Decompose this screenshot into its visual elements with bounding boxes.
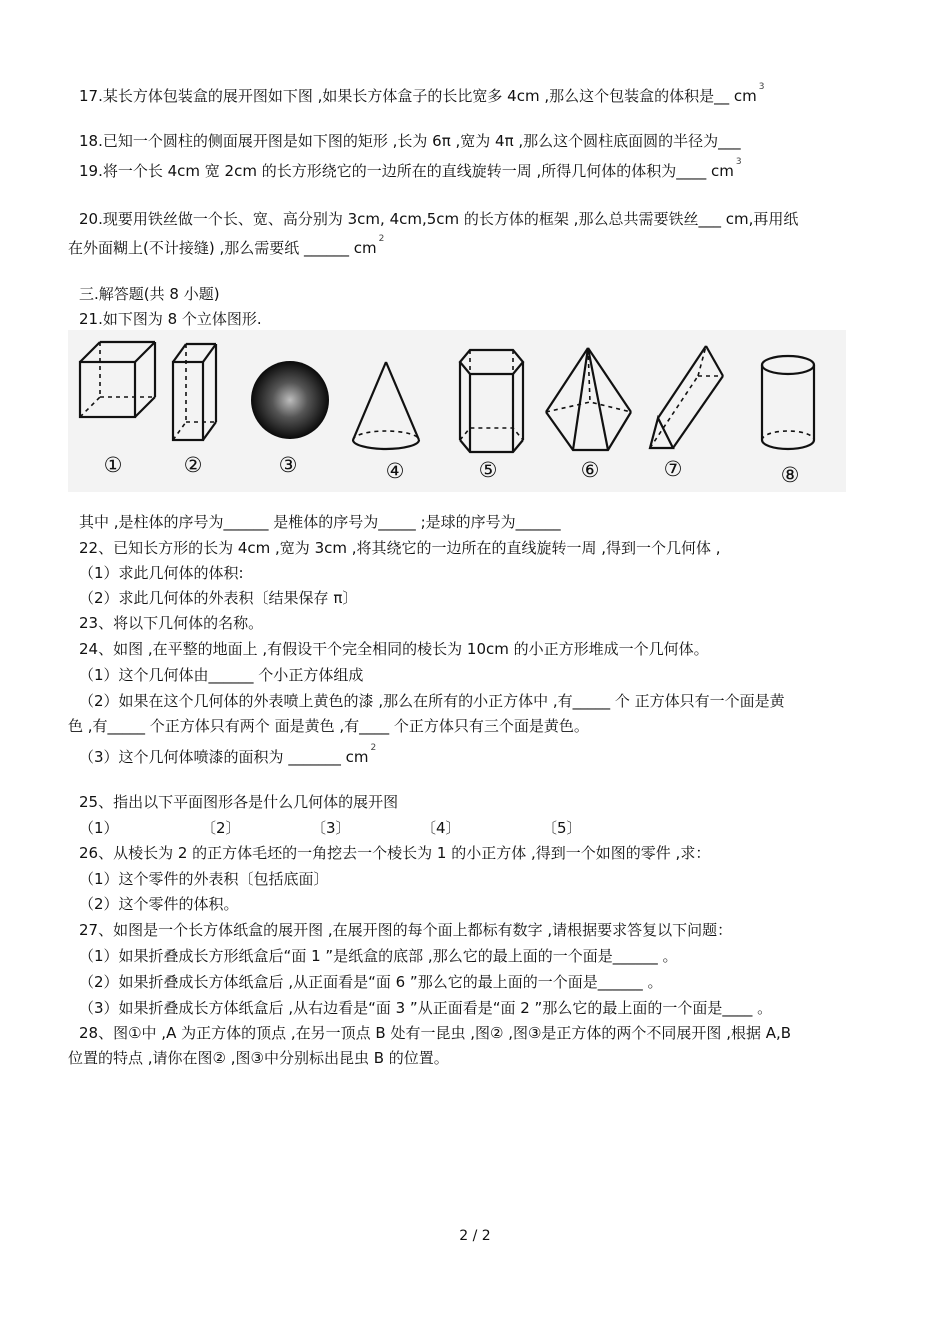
- question-26-part2: （2）这个零件的体积。: [79, 895, 239, 913]
- question-22-part2: （2）求此几何体的外表积〔结果保存 π〕: [79, 589, 358, 607]
- question-25-label-2: 〔2〕: [201, 819, 241, 837]
- question-28-line2: 位置的特点 ,请你在图② ,图③中分别标出昆虫 B 的位置。: [68, 1049, 449, 1067]
- figure-label: ⑧: [780, 463, 800, 487]
- page-number: 2 / 2: [459, 1228, 491, 1244]
- question-26-intro: 26、从棱长为 2 的正方体毛坯的一角挖去一个棱长为 1 的小正方体 ,得到一个如图的零件 ,求：: [79, 844, 711, 862]
- question-21-intro: 21.如下图为 8 个立体图形.: [79, 310, 262, 328]
- question-27-part1: （1）如果折叠成长方形纸盒后“面 1 ”是纸盒的底部 ,那么它的最上面的一个面是______ 。: [79, 947, 678, 965]
- question-24-part2b: 色 ,有_____ 个正方体只有两个 面是黄色 ,有____ 个正方体只有三个面是黄色。: [68, 717, 589, 735]
- question-22-part1: （1）求此几何体的体积:: [79, 564, 244, 582]
- question-20-line2: 在外面糊上(不计接缝) ,那么需要纸 ______ cm $^2$: [68, 234, 385, 257]
- figure-label: ④: [385, 459, 405, 483]
- question-27-part3: （3）如果折叠成长方体纸盒后 ,从右边看是“面 3 ”从正面看是“面 2 ”那么它的最上面的一个面是____ 。: [79, 999, 773, 1017]
- question-24-part3: （3）这个几何体喷漆的面积为 _______ cm $^2$: [79, 743, 377, 766]
- figure-label: ⑦: [663, 457, 683, 481]
- figure-label: ③: [278, 453, 298, 477]
- question-22-intro: 22、已知长方形的长为 4cm ,宽为 3cm ,将其绕它的一边所在的直线旋转一周 ,得到一个几何体 ,: [79, 539, 721, 557]
- question-21-answer: 其中 ,是柱体的序号为______ 是椎体的序号为_____ ;是球的序号为______: [79, 513, 561, 531]
- question-25-intro: 25、指出以下平面图形各是什么几何体的展开图: [79, 793, 399, 811]
- question-27-part2: （2）如果折叠成长方体纸盒后 ,从正面看是“面 6 ”那么它的最上面的一个面是______ 。: [79, 973, 663, 991]
- question-18: 18.已知一个圆柱的侧面展开图是如下图的矩形 ,长为 6π ,宽为 4π ,那么这个圆柱底面圆的半径为___: [79, 132, 741, 150]
- sphere-figure: [251, 361, 329, 439]
- solid-figures-image: [68, 330, 846, 492]
- figure-label: ①: [103, 453, 123, 477]
- question-19: 19.将一个长 4cm 宽 2cm 的长方形绕它的一边所在的直线旋转一周 ,所得几何体的体积为____ cm $^3$: [79, 157, 742, 180]
- question-26-part1: （1）这个零件的外表积〔包括底面〕: [79, 870, 329, 888]
- question-25-label-4: 〔4〕: [421, 819, 461, 837]
- question-24-part2a: （2）如果在这个几何体的外表喷上黄色的漆 ,那么在所有的小正方体中 ,有_____ 个 正方体只有一个面是黄: [79, 692, 785, 710]
- figure-label: ②: [183, 453, 203, 477]
- question-24-intro: 24、如图 ,在平整的地面上 ,有假设干个完全相同的棱长为 10cm 的小正方形堆成一个几何体。: [79, 640, 709, 658]
- question-28-line1: 28、图①中 ,A 为正方体的顶点 ,在另一顶点 B 处有一昆虫 ,图② ,图③是正方体的两个不同展开图 ,根据 A,B: [79, 1024, 792, 1042]
- figure-label: ⑤: [478, 458, 498, 482]
- question-17: 17.某长方体包装盒的展开图如下图 ,如果长方体盒子的长比宽多 4cm ,那么这个包装盒的体积是__ cm $^3$: [79, 82, 765, 105]
- question-20-line1: 20.现要用铁丝做一个长、宽、高分别为 3cm, 4cm,5cm 的长方体的框架 ,那么总共需要铁丝___ cm,再用纸: [79, 210, 799, 228]
- figure-label: ⑥: [580, 458, 600, 482]
- question-25-label-1: （1）: [79, 819, 119, 837]
- question-24-part1: （1）这个几何体由______ 个小正方体组成: [79, 666, 364, 684]
- question-23: 23、将以下几何体的名称。: [79, 614, 264, 632]
- question-25-label-3: 〔3〕: [311, 819, 351, 837]
- question-25-label-5: 〔5〕: [542, 819, 582, 837]
- section-heading: 三.解答题(共 8 小题): [79, 285, 220, 303]
- question-27-intro: 27、如图是一个长方体纸盒的展开图 ,在展开图的每个面上都标有数字 ,请根据要求答复以下问题：: [79, 921, 733, 939]
